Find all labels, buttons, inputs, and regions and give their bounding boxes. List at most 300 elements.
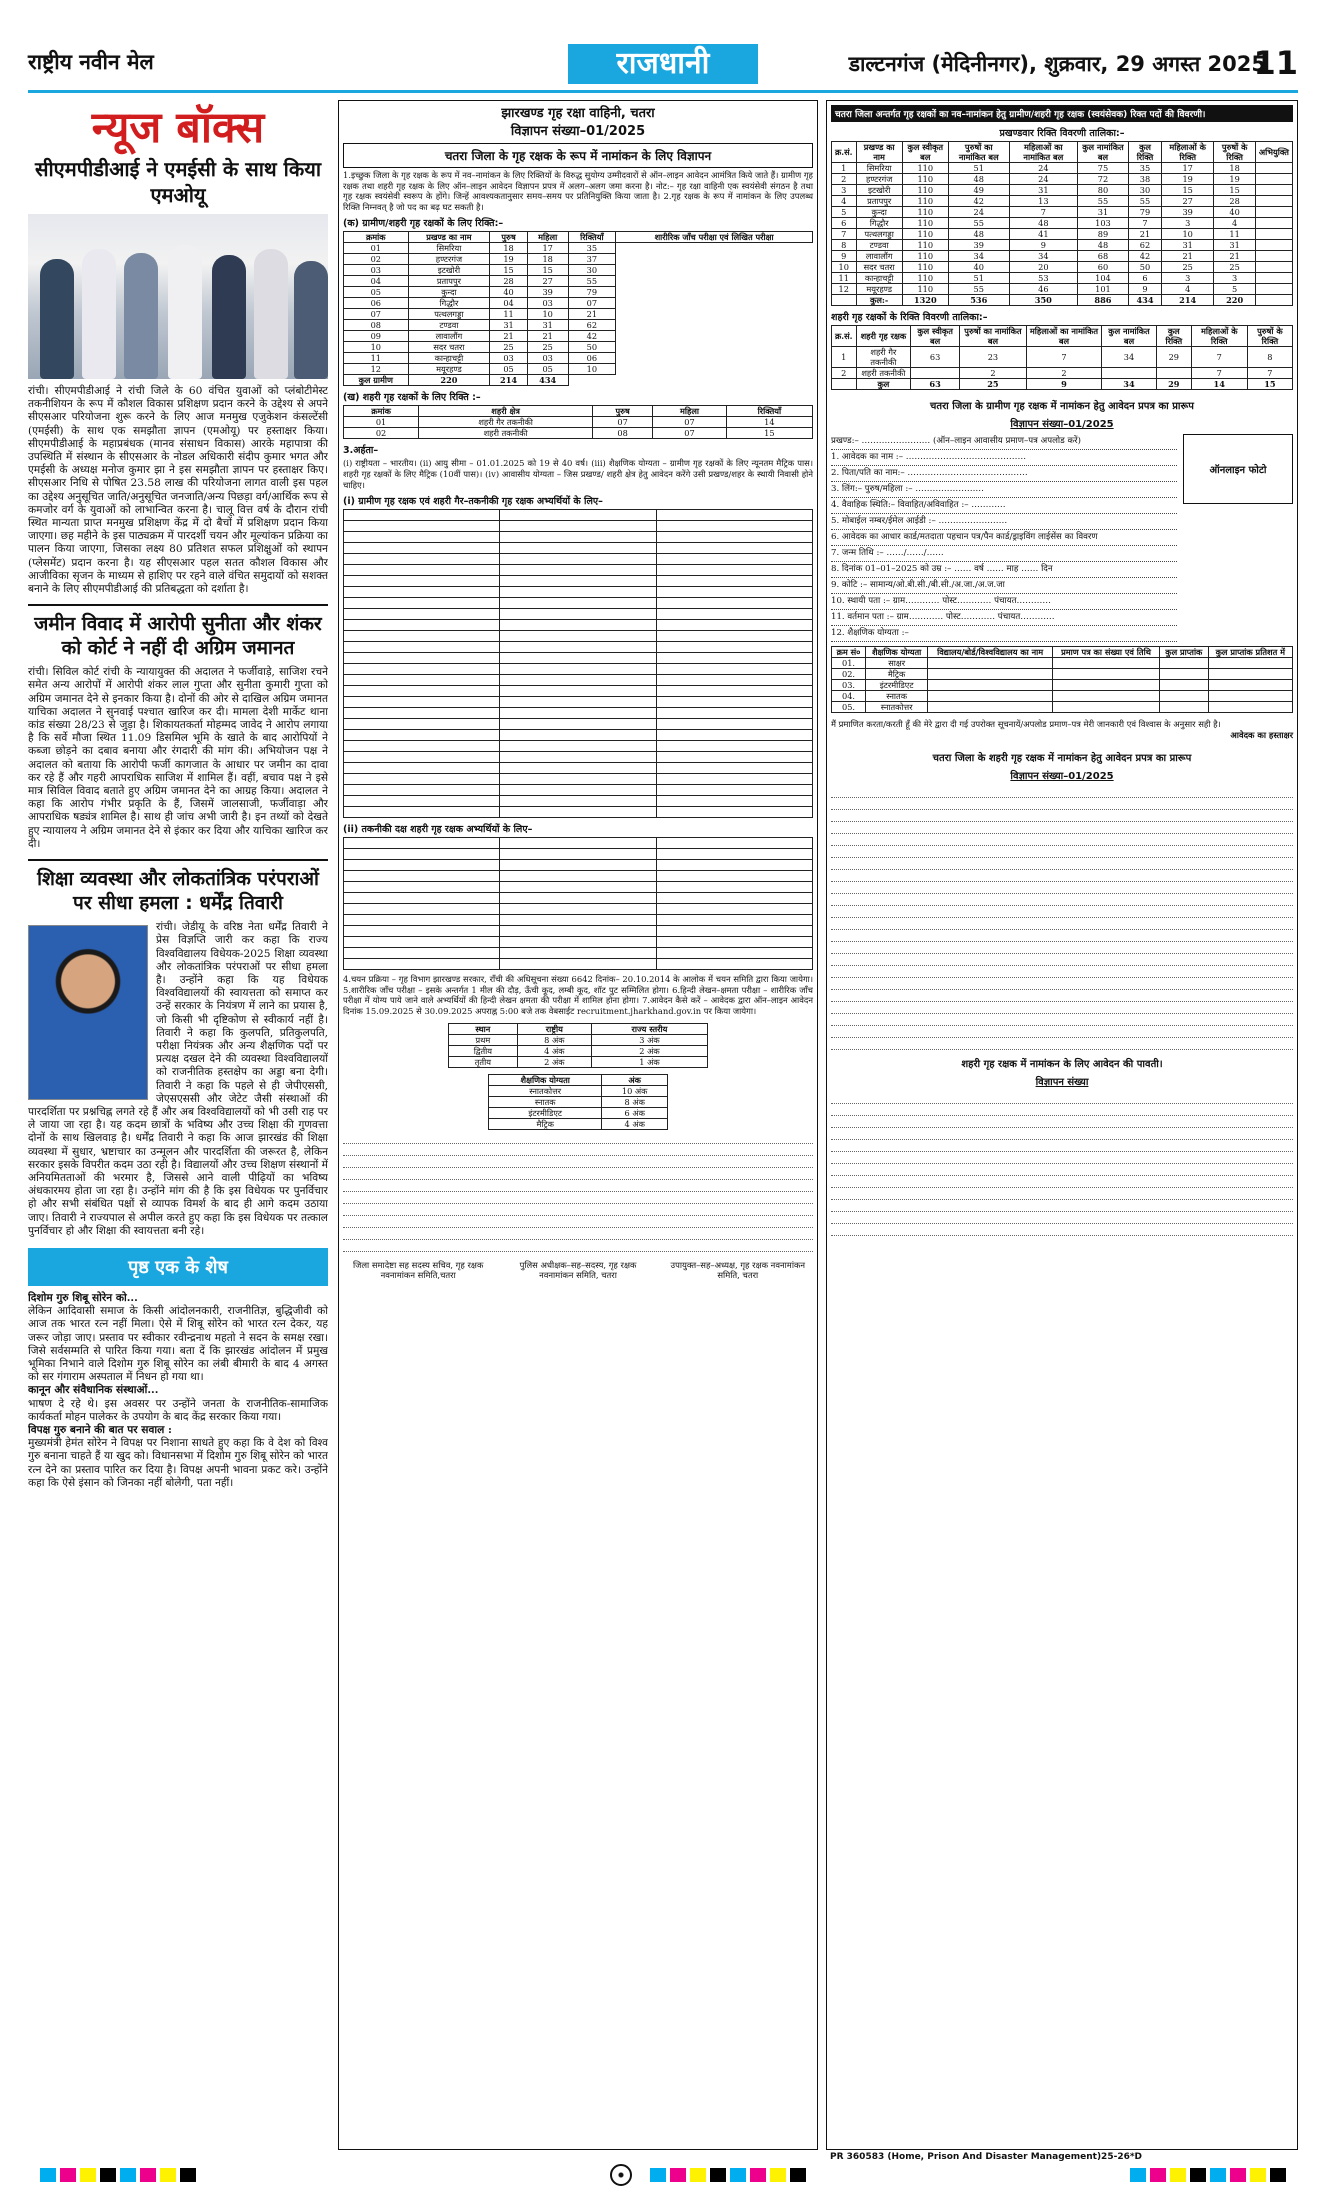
table-cell — [656, 598, 812, 609]
table-cell — [1255, 163, 1292, 174]
table-cell — [344, 741, 500, 752]
table-cell: 434 — [527, 375, 568, 386]
table-cell: 39 — [527, 287, 568, 298]
table-row — [832, 273, 1293, 284]
table-cell: 7 — [1247, 368, 1292, 379]
table-cell: 13 — [1009, 196, 1077, 207]
table-cell: 23 — [960, 347, 1027, 368]
table-cell: हण्टरगंज — [408, 254, 490, 265]
table-cell: कुल:- — [856, 295, 902, 306]
table-row — [344, 265, 813, 276]
table-cell: 53 — [1009, 273, 1077, 284]
tech-test-grid — [343, 837, 813, 970]
table-header-cell: क्रमांक — [344, 232, 409, 243]
form1-edu-table: क्रम सं० शैक्षणिक योग्यता विद्यालय/बोर्ड/विश्वविद्यालय का नाम प्रमाण पत्र का संख्या एवं तिथि कुल प्राप्तांक कुल प्राप्तांक प्रतिशत में 01. साक्षर 02. मैट्रिक 03. इंटरमीडिएट 04. स्नातक 05. स्नातकोत्तर — [831, 646, 1293, 713]
table-cell: 434 — [1129, 295, 1162, 306]
table-cell — [656, 653, 812, 664]
table-cell: 6 — [832, 218, 857, 229]
table-cell — [500, 598, 656, 609]
table-cell — [656, 521, 812, 532]
table-cell: 37 — [568, 254, 616, 265]
table-cell — [1255, 207, 1292, 218]
table-cell: 50 — [568, 342, 616, 353]
table-cell — [344, 915, 500, 926]
table-cell: कुन्दा — [408, 287, 490, 298]
table-cell: 38 — [1129, 174, 1162, 185]
table-cell — [656, 576, 812, 587]
form-field: 7. जन्म तिथि :– ……/……/…… — [831, 546, 1177, 562]
table-header-cell: शारीरिक जाँच परीक्षा एवं लिखित परीक्षा — [616, 232, 813, 243]
ruled-line — [831, 874, 1293, 882]
table-row — [489, 1118, 668, 1129]
form1-sign: आवेदक का हस्ताक्षर — [1230, 729, 1293, 740]
right-heading: चतरा जिला अन्तर्गत गृह रक्षकों का नव–नामांकन हेतु ग्रामीण/शहरी गृह रक्षक (स्वयंसेवक) रिक्त पदों की विवरणी। — [831, 105, 1293, 122]
color-swatch — [40, 2168, 56, 2182]
table-cell: मयूरहण्ड — [856, 284, 902, 295]
ruled-line — [343, 1220, 813, 1228]
advert-right — [826, 100, 1298, 2150]
rank-table — [448, 1023, 708, 1068]
table-cell: 15 — [1162, 185, 1214, 196]
table-cell: इटखोरी — [408, 265, 490, 276]
table-row — [344, 342, 813, 353]
table-cell: प्रथम — [449, 1034, 518, 1045]
table-cell: 110 — [902, 251, 948, 262]
table-header-cell: पुरुष — [490, 232, 528, 243]
table-cell: 8 — [1247, 347, 1292, 368]
table-cell — [344, 882, 500, 893]
table-row — [832, 262, 1293, 273]
table-cell: 3 — [1214, 273, 1256, 284]
table-row — [832, 251, 1293, 262]
table-header-cell: महिलाओं के रिक्ति — [1191, 326, 1247, 347]
table-cell: 01 — [344, 417, 419, 428]
table-cell: 07 — [593, 417, 653, 428]
table-cell: 110 — [902, 218, 948, 229]
test-grid-table — [343, 837, 813, 970]
table-cell: मैट्रिक — [489, 1118, 602, 1129]
table-cell: 110 — [902, 240, 948, 251]
table-cell: 27 — [1162, 196, 1214, 207]
table-cell: प्रतापपुर — [408, 276, 490, 287]
table-row — [832, 163, 1293, 174]
form-field: 12. शैक्षणिक योग्यता :– — [831, 626, 1177, 642]
table-cell: 48 — [948, 229, 1009, 240]
table-cell — [500, 774, 656, 785]
table-cell: 08 — [344, 320, 409, 331]
table-cell — [500, 860, 656, 871]
color-swatch — [1130, 2168, 1146, 2182]
table-cell — [344, 565, 500, 576]
table-cell — [344, 664, 500, 675]
table-cell — [656, 849, 812, 860]
page-number: 11 — [1253, 44, 1298, 82]
table-cell — [1255, 229, 1292, 240]
ruled-line — [831, 862, 1293, 870]
table-cell: 34 — [1102, 379, 1157, 390]
table-cell — [344, 609, 500, 620]
table-cell: 2 अंक — [517, 1056, 591, 1067]
table-cell: 6 — [1129, 273, 1162, 284]
table-cell: 34 — [948, 251, 1009, 262]
table-header-cell: अंक — [602, 1074, 668, 1085]
table-cell: 7 — [1009, 207, 1077, 218]
color-swatch — [120, 2168, 136, 2182]
table-cell: 19 — [1214, 174, 1256, 185]
table-cell: सदर चतरा — [408, 342, 490, 353]
table-cell: 02 — [344, 428, 419, 439]
table-cell: 4 — [1214, 218, 1256, 229]
table-cell: लावालौंग — [856, 251, 902, 262]
section-tab: राजधानी — [568, 44, 758, 84]
story3-headline: शिक्षा व्यवस्था और लोकतांत्रिक परंपराओं पर सीधा हमला : धर्मेंद्र तिवारी — [37, 868, 319, 915]
color-swatches-right — [1130, 2168, 1286, 2182]
table-cell: 46 — [1009, 284, 1077, 295]
table-cell — [1255, 185, 1292, 196]
table-cell: 9 — [832, 251, 857, 262]
table-cell: गिद्धौर — [408, 298, 490, 309]
ruled-line — [831, 958, 1293, 966]
table-cell — [344, 653, 500, 664]
table-header-cell: पुरुष — [593, 406, 653, 417]
color-swatch — [1190, 2168, 1206, 2182]
ruled-line — [831, 970, 1293, 978]
table-cell: 2 — [832, 368, 857, 379]
form3-title: शहरी गृह रक्षक में नामांकन के लिए आवेदन की पावती। — [961, 1059, 1163, 1071]
color-swatch — [140, 2168, 156, 2182]
table-row — [832, 284, 1293, 295]
ruled-line — [831, 1096, 1293, 1104]
table-cell: 2 — [1026, 368, 1101, 379]
table-header-cell: महिला — [653, 406, 727, 417]
table-cell: 31 — [1162, 240, 1214, 251]
table-cell — [656, 708, 812, 719]
table-cell — [344, 796, 500, 807]
table-cell — [1255, 174, 1292, 185]
table-cell: 79 — [568, 287, 616, 298]
table-row — [344, 309, 813, 320]
signature-1: जिला समादेष्टा सह सदस्य सचिव, गृह रक्षक नवनामांकन समिति,चतरा — [353, 1259, 484, 1281]
table-cell: 10 अंक — [602, 1085, 668, 1096]
table-cell — [500, 510, 656, 521]
table-cell — [500, 915, 656, 926]
table-cell: 28 — [490, 276, 528, 287]
table-cell: 40 — [490, 287, 528, 298]
table-cell: इटखोरी — [856, 185, 902, 196]
ad-fine-print — [343, 1136, 813, 1252]
color-swatch — [180, 2168, 196, 2182]
table-cell: 18 — [527, 254, 568, 265]
table-header-cell: राष्ट्रीय — [517, 1023, 591, 1034]
color-swatches-left — [40, 2168, 196, 2182]
table-cell: 05 — [344, 287, 409, 298]
table-cell: 55 — [568, 276, 616, 287]
table-cell — [344, 532, 500, 543]
table-row — [832, 240, 1293, 251]
table-cell: 25 — [960, 379, 1027, 390]
color-swatch — [710, 2168, 726, 2182]
table-header-cell: पुरुषों के रिक्ति — [1247, 326, 1292, 347]
table-header-cell: पुरुषों का नामांकित बल — [948, 142, 1009, 163]
ruled-line — [343, 1196, 813, 1204]
ruled-line — [831, 1108, 1293, 1116]
table-header-cell: प्रखण्ड का नाम — [408, 232, 490, 243]
table-cell: 21 — [1129, 229, 1162, 240]
news-column — [28, 100, 328, 2150]
table-cell: 10 — [1162, 229, 1214, 240]
table-header-cell: क्रमांक — [344, 406, 419, 417]
ruled-line — [831, 910, 1293, 918]
table-cell: 03 — [490, 353, 528, 364]
table-header-cell: पुरुषों का नामांकित बल — [960, 326, 1027, 347]
table-cell: शहरी तकनीकी — [419, 428, 593, 439]
table-cell: 28 — [1214, 196, 1256, 207]
story3-body: रांची। जेडीयू के वरिष्ठ नेता धर्मेंद्र तिवारी ने प्रेस विज्ञप्ति जारी कर कहा कि राज्य विश्वविद्यालय विधेयक-2025 शिक्षा व्यवस्था और लोकतांत्रिक परंपराओं पर सीधा हमला है। उन्होंने कहा कि यह विधेयक विश्वविद्यालयों की स्वायत्तता को समाप्त कर उन्हें सरकार के नियंत्रण में लाने का प्रयास है, जो किसी भी दृष्टिकोण से स्वीकार्य नहीं है। तिवारी ने कहा कि कुलपति, प्रतिकुलपति, परीक्षा नियंत्रक और अन्य शैक्षणिक पदों पर प्रत्यक्ष दखल देने की व्यवस्था विश्वविद्यालयों को राजनीतिक हस्तक्षेप का अड्डा बना देगी। तिवारी ने कहा कि पहले से ही जेपीएससी, जेएसएससी और जेटेट जैसी संस्थाओं की पारदर्शिता पर प्रश्नचिह्न लगते रहे हैं और अब विश्वविद्यालयों को भी उसी राह पर ले जाया जा रहा है। यह कदम छात्रों के भविष्य और उच्च शिक्षा की गुणवत्ता दोनों के साथ खिलवाड़ है। धर्मेंद्र तिवारी ने कहा कि आज झारखंड की शिक्षा व्यवस्था में सुधार, भ्रष्टाचार का उन्मूलन और पारदर्शिता की जरूरत है, लेकिन सरकार इसके विपरीत कदम उठा रही है। विद्यालयों और उच्च शिक्षण संस्थानों में अनियमितताओं की भरमार है, जिससे आने वाली पीढ़ियों का भविष्य अंधकारमय होता जा रहा है। उन्होंने मांग की है कि इस विधेयक पर पुनर्विचार हो और सभी संबंधित पक्षों से व्यापक विमर्श के बाद ही आगे कदम उठाया जाए। तिवारी ने राज्यपाल से अपील करते हुए कहा कि इस विधेयक पर तत्काल पुनर्विचार हो और शिक्षा की स्वायत्तता बनी रहे। — [28, 921, 328, 1237]
table-cell: 40 — [948, 262, 1009, 273]
table-header-cell: शहरी क्षेत्र — [419, 406, 593, 417]
table-cell — [344, 752, 500, 763]
table-cell — [1255, 196, 1292, 207]
urban-heading: (ख) शहरी गृह रक्षकों के लिए रिक्ति :– — [343, 392, 481, 404]
table-cell — [344, 807, 500, 818]
color-swatch — [1230, 2168, 1246, 2182]
table-cell: 15 — [1247, 379, 1292, 390]
table-cell — [656, 587, 812, 598]
table-cell — [656, 686, 812, 697]
story1-headline: सीएमपीडीआई ने एमईसी के साथ किया एमओयू — [34, 157, 321, 207]
table-cell — [500, 686, 656, 697]
table-header-cell: क्र.सं. — [832, 326, 857, 347]
table-cell: कुन्दा — [856, 207, 902, 218]
table-cell — [344, 849, 500, 860]
table-cell: 9 — [1129, 284, 1162, 295]
divider — [28, 604, 328, 606]
table-cell — [500, 937, 656, 948]
table-cell: 1 — [832, 347, 857, 368]
table-cell: 55 — [948, 284, 1009, 295]
ad-org: झारखण्ड गृह रक्षा वाहिनी, चतरा — [501, 106, 655, 121]
table-cell: शहरी गैर तकनीकी — [856, 347, 911, 368]
table-cell: 05 — [490, 364, 528, 375]
table-row — [489, 1096, 668, 1107]
ruled-line — [831, 1216, 1293, 1224]
ruled-line — [343, 1208, 813, 1216]
table-cell: 49 — [948, 185, 1009, 196]
table-cell: 12 — [344, 364, 409, 375]
table-cell — [1156, 368, 1191, 379]
table-cell — [656, 860, 812, 871]
table-cell — [500, 948, 656, 959]
table-cell: कान्हाचट्टी — [856, 273, 902, 284]
color-swatch — [80, 2168, 96, 2182]
table-cell: 5 — [1214, 284, 1256, 295]
table-cell — [656, 620, 812, 631]
registration-mark — [610, 2164, 632, 2186]
table-cell: 12 — [832, 284, 857, 295]
table-cell: 01 — [344, 243, 409, 254]
table-cell: 214 — [490, 375, 528, 386]
table-cell: 08 — [593, 428, 653, 439]
ruled-line — [831, 946, 1293, 954]
advert-left — [338, 100, 818, 2150]
table-cell: 05 — [527, 364, 568, 375]
ad-notice-no: विज्ञापन संख्या–01/2025 — [510, 124, 646, 139]
table-header-cell: महिलाओं का नामांकित बल — [1009, 142, 1077, 163]
table-cell: 03 — [527, 298, 568, 309]
table-cell: 6 अंक — [602, 1107, 668, 1118]
table-cell: 15 — [527, 265, 568, 276]
table-cell — [344, 838, 500, 849]
ruled-line — [831, 1144, 1293, 1152]
table-cell: पत्थलगड्डा — [856, 229, 902, 240]
table-cell: स्नातक — [489, 1096, 602, 1107]
table-cell: 41 — [1009, 229, 1077, 240]
ruled-line — [831, 1042, 1293, 1050]
table-row — [832, 347, 1293, 368]
ruled-line — [831, 934, 1293, 942]
color-swatch — [690, 2168, 706, 2182]
table-header-cell: कुल स्वीकृत बल — [902, 142, 948, 163]
ruled-line — [831, 994, 1293, 1002]
table-cell: 1 अंक — [591, 1056, 707, 1067]
table-cell: 24 — [948, 207, 1009, 218]
table-cell — [656, 915, 812, 926]
table-cell: 10 — [832, 262, 857, 273]
table-row — [832, 185, 1293, 196]
form-field: 3. लिंग:– पुरुष/महिला :– …………………… — [831, 482, 1177, 498]
table-cell: 19 — [1162, 174, 1214, 185]
table-cell: 104 — [1077, 273, 1128, 284]
table-cell — [656, 904, 812, 915]
table-cell: 48 — [1077, 240, 1128, 251]
table-cell — [656, 741, 812, 752]
ruled-line — [831, 1168, 1293, 1176]
form-field: 2. पिता/पति का नाम:– …………………………………… — [831, 466, 1177, 482]
table-cell — [500, 565, 656, 576]
table-cell — [500, 521, 656, 532]
ad-title: चतरा जिला के गृह रक्षक के रूप में नामांकन के लिए विज्ञापन — [343, 143, 813, 168]
table-cell: 3 — [832, 185, 857, 196]
table-cell: 2 — [960, 368, 1027, 379]
ruled-line — [831, 1030, 1293, 1038]
table-cell: 536 — [948, 295, 1009, 306]
color-swatch — [1210, 2168, 1226, 2182]
table-cell — [500, 543, 656, 554]
color-swatch — [730, 2168, 746, 2182]
table-cell — [500, 609, 656, 620]
table-cell: सिमरिया — [408, 243, 490, 254]
table-cell: सदर चतरा — [856, 262, 902, 273]
signature-row — [343, 1260, 813, 1281]
table-cell: 72 — [1077, 174, 1128, 185]
table-cell — [1102, 368, 1157, 379]
table-cell: पत्थलगड्डा — [408, 309, 490, 320]
table-cell: 7 — [832, 229, 857, 240]
table-cell: 21 — [568, 309, 616, 320]
table-cell — [1255, 262, 1292, 273]
ruled-line — [831, 1156, 1293, 1164]
table-cell — [832, 379, 857, 390]
table-cell: 03 — [527, 353, 568, 364]
table-cell — [500, 587, 656, 598]
color-swatch — [770, 2168, 786, 2182]
table-cell — [344, 893, 500, 904]
table-cell — [344, 554, 500, 565]
table-cell: 15 — [490, 265, 528, 276]
rural-heading: (क) ग्रामीण/शहरी गृह रक्षकों के लिए रिक्ति:– — [343, 218, 504, 230]
table-cell: 02 — [344, 254, 409, 265]
table-cell: 55 — [1077, 196, 1128, 207]
form2-title: चतरा जिला के शहरी गृह रक्षक में नामांकन हेतु आवेदन प्रपत्र का प्रारूप — [932, 753, 1192, 765]
table-row — [832, 368, 1293, 379]
story2-headline: जमीन विवाद में आरोपी सुनीता और शंकर को कोर्ट ने नहीं दी अग्रिम जमानत — [34, 613, 322, 660]
ruled-line — [831, 1120, 1293, 1128]
table-cell — [344, 587, 500, 598]
table-cell — [344, 686, 500, 697]
form-field: प्रखण्ड:– …………………… (ऑन–लाइन आवासीय प्रमाण–पत्र अपलोड करें) — [831, 434, 1177, 450]
table-cell: 1320 — [902, 295, 948, 306]
table-cell: 220 — [1214, 295, 1256, 306]
table-cell — [344, 785, 500, 796]
table-cell — [656, 785, 812, 796]
table-header-cell: शैक्षणिक योग्यता — [489, 1074, 602, 1085]
urban-vacancy-table — [343, 405, 813, 439]
table-cell: 24 — [1009, 174, 1077, 185]
table-cell — [344, 763, 500, 774]
table-cell: 42 — [1129, 251, 1162, 262]
table-cell — [344, 642, 500, 653]
table-row — [344, 276, 813, 287]
table-cell: 4 अंक — [517, 1045, 591, 1056]
table-cell: 25 — [1214, 262, 1256, 273]
table-cell: 09 — [344, 331, 409, 342]
table-total-row — [832, 295, 1293, 306]
table-cell — [500, 576, 656, 587]
table-cell: 31 — [1009, 185, 1077, 196]
table-row — [344, 428, 813, 439]
table-header-cell: पुरुषों के रिक्ति — [1214, 142, 1256, 163]
table-cell: 29 — [1156, 379, 1191, 390]
table-cell: 7 — [1129, 218, 1162, 229]
mou-photo — [28, 214, 328, 379]
table-header-cell: रिक्तियाँ — [726, 406, 812, 417]
table-cell: 9 — [1009, 240, 1077, 251]
color-swatch — [1250, 2168, 1266, 2182]
table-cell: 51 — [948, 273, 1009, 284]
table-row — [832, 218, 1293, 229]
table-cell: कुल ग्रामीण — [344, 375, 409, 386]
table-cell — [656, 664, 812, 675]
ad-steps: 4.चयन प्रक्रिया – गृह विभाग झारखण्ड सरकार, राँची की अधिसूचना संख्या 6642 दिनांक– 20.10.2014 के आलोक में चयन समिति द्वारा किया जायेगा। 5.शारीरिक जाँच परीक्षा – इसके अन्तर्गत 1 मील की दौड़, ऊँची कूद, लम्बी कूद, शॉट पुट सम्मिलित होगा। 6.हिन्दी लेखन–क्षमता परीक्षा – शारीरिक जाँच परीक्षा में योग्य पाये जाने वाले अभ्यर्थियों की हिन्दी लेखन क्षमता की परीक्षा में शामिल होना होगा। 7.आवेदन कैसे करें – आवेदक द्वारा ऑन–लाइन आवेदन दिनांक 15.09.2025 से 30.09.2025 अपराह्न 5:00 बजे तक वेबसाईट recruitment.jharkhand.gov.in पर किया जायेगा। — [343, 974, 813, 1016]
table-cell: 110 — [902, 174, 948, 185]
table-cell: 34 — [1102, 347, 1157, 368]
table-row — [832, 229, 1293, 240]
color-swatch — [1270, 2168, 1286, 2182]
table-cell: 8 अंक — [602, 1096, 668, 1107]
form-field: 5. मोबाईल नम्बर/ईमेल आईडी :– …………………… — [831, 514, 1177, 530]
color-swatch — [1150, 2168, 1166, 2182]
eligibility-heading: 3.अर्हता– — [343, 445, 379, 457]
form-field: 10. स्थायी पता :– ग्राम………… पोस्ट………… पंचायत………… — [831, 594, 1177, 610]
table-cell: 68 — [1077, 251, 1128, 262]
table-cell: 110 — [902, 185, 948, 196]
ruled-line — [831, 898, 1293, 906]
table-cell: 3 — [1162, 218, 1214, 229]
table-cell — [500, 631, 656, 642]
table-header-cell: अभियुक्ति — [1255, 142, 1292, 163]
table-cell: 55 — [948, 218, 1009, 229]
table-header-cell: कुल रिक्ति — [1129, 142, 1162, 163]
